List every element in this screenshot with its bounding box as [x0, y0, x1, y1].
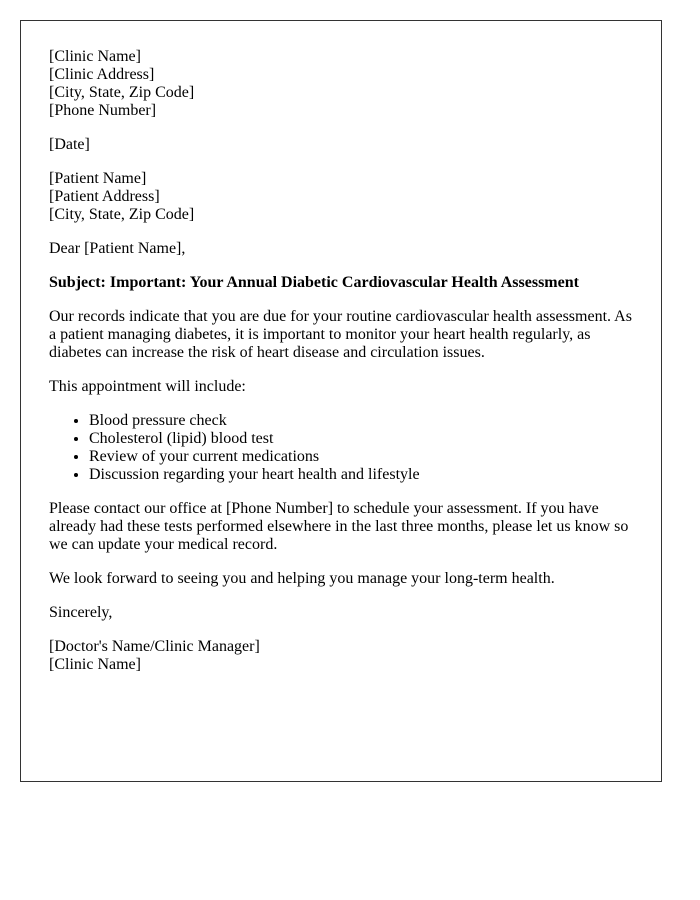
sender-clinic-address: [Clinic Address] [49, 66, 155, 83]
letter-date: [Date] [49, 136, 90, 153]
sender-clinic-name: [Clinic Name] [49, 48, 141, 65]
contact-paragraph: Please contact our office at [Phone Number] to schedule your assessment. If you have already had these tests performed elsewhere in the last three months, please let us know so we can update your medical record. [49, 500, 629, 553]
recipient-address: [Patient Address] [49, 188, 160, 205]
signature-name: [Doctor's Name/Clinic Manager] [49, 638, 260, 655]
signoff: Sincerely, [49, 604, 113, 621]
recipient-block [49, 170, 633, 224]
list-item: • Cholesterol (lipid) blood test [89, 430, 633, 448]
sender-city-state-zip: [City, State, Zip Code] [49, 84, 195, 101]
assessment-list [49, 412, 633, 484]
include-lead: This appointment will include: [49, 378, 246, 395]
subject-line: Subject: Important: Your Annual Diabetic Cardiovascular Health Assessment [49, 274, 579, 291]
list-item: • Review of your current medications [89, 448, 633, 466]
letter [20, 20, 662, 782]
salutation: Dear [Patient Name], [49, 240, 186, 257]
sender-phone: [Phone Number] [49, 102, 157, 119]
list-item: • Discussion regarding your heart health and lifestyle [89, 466, 633, 484]
list-item: • Blood pressure check [89, 412, 633, 430]
signature-block [49, 638, 633, 674]
signature-clinic: [Clinic Name] [49, 656, 141, 673]
sender-block [49, 48, 633, 120]
recipient-city-state-zip: [City, State, Zip Code] [49, 206, 195, 223]
intro-paragraph: Our records indicate that you are due for your routine cardiovascular health assessment. As a patient managing diabetes, it is important to monitor your heart health regularly, as diabetes can increase the risk of heart disease and circulation issues. [49, 308, 632, 361]
recipient-name: [Patient Name] [49, 170, 147, 187]
closing-paragraph: We look forward to seeing you and helping you manage your long-term health. [49, 570, 555, 587]
